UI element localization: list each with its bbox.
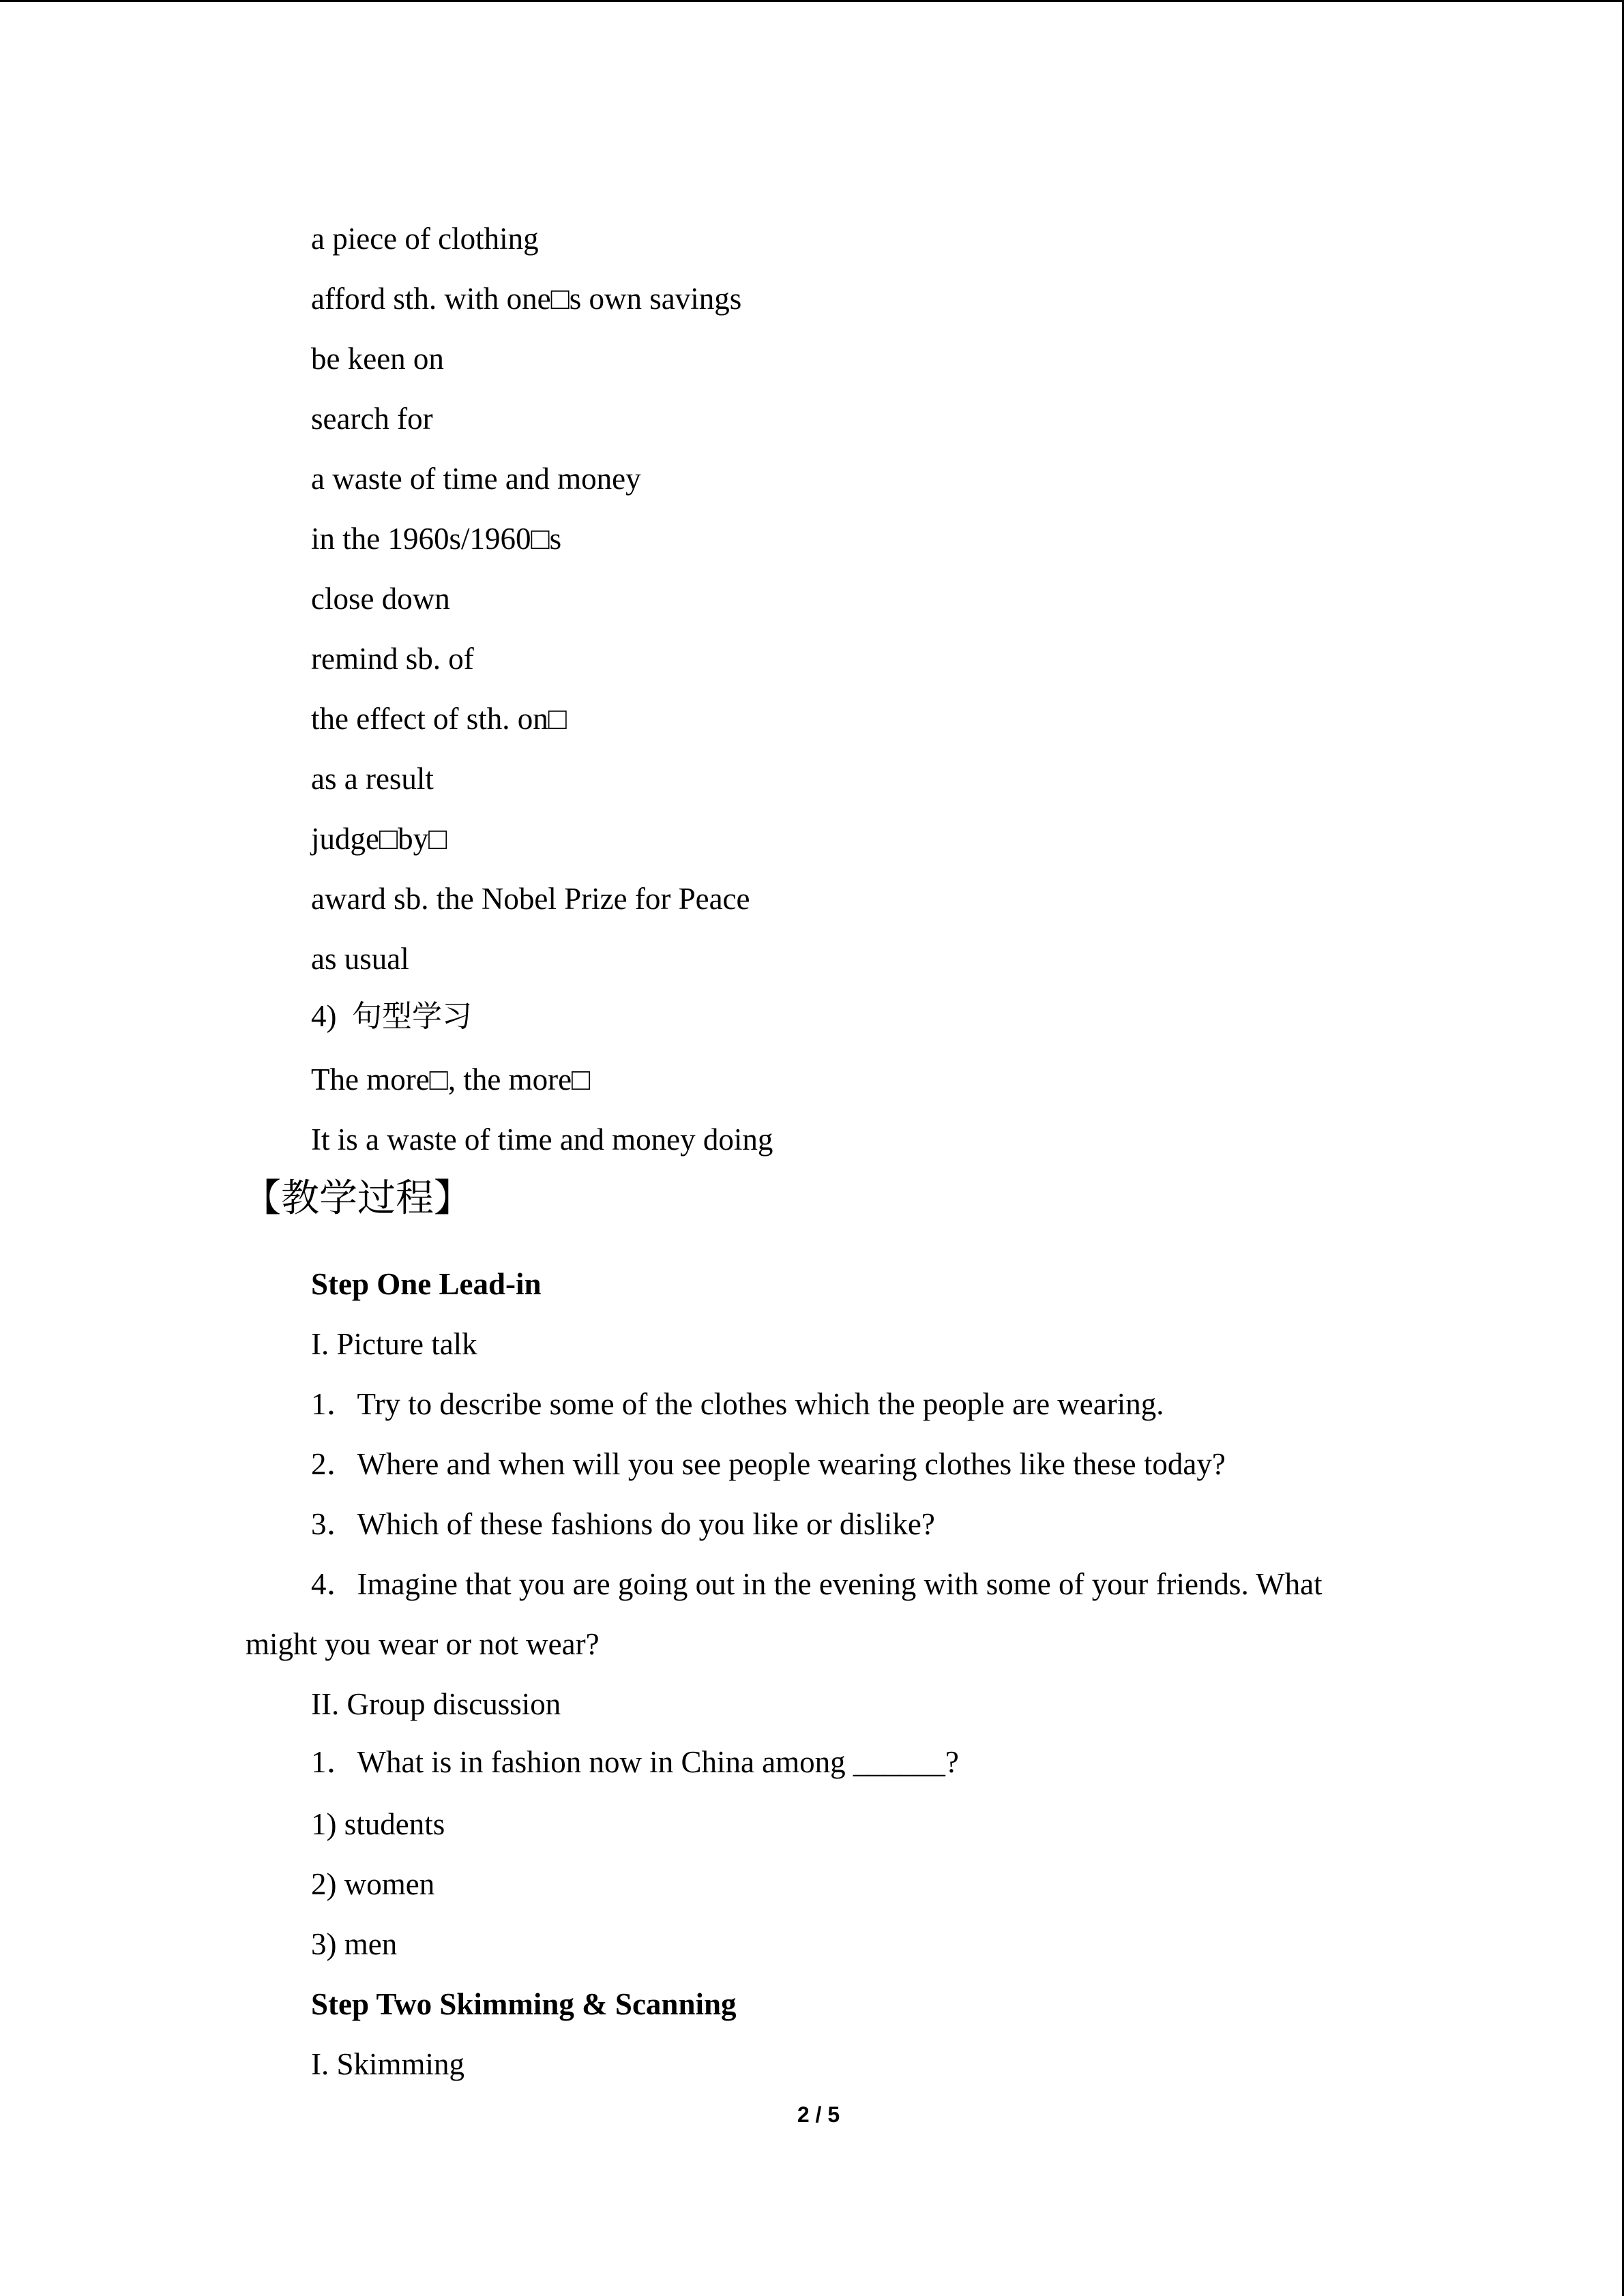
page-number: 2 / 5 [797, 2102, 840, 2127]
sentence-patterns-heading [311, 997, 472, 1036]
vocab-item: judge□by□ [311, 822, 447, 856]
question-item: 4．Imagine that you are going out in the evening with some of your friends. What [311, 1567, 1323, 1601]
vocab-item: a piece of clothing [311, 222, 539, 256]
sentence-pattern-item: It is a waste of time and money doing [311, 1122, 773, 1157]
sentence-patterns-title: 句型学习 [352, 999, 472, 1034]
vocab-item: as usual [311, 942, 409, 976]
group-item: 2) women [311, 1867, 435, 1901]
vocab-item: close down [311, 582, 450, 616]
vocab-item: award sb. the Nobel Prize for Peace [311, 882, 750, 916]
vocab-item: a waste of time and money [311, 462, 641, 496]
page-top-border [0, 0, 1624, 2]
vocab-item: in the 1960s/1960□s [311, 522, 562, 556]
teaching-process-heading: 【教学过程】 [243, 1176, 472, 1221]
question-item: 2．Where and when will you see people wearing clothes like these today? [311, 1447, 1226, 1481]
vocab-item: afford sth. with one□s own savings [311, 282, 742, 316]
step-two-title: Step Two Skimming & Scanning [311, 1987, 737, 2021]
group-item: 1) students [311, 1807, 445, 1841]
vocab-item: the effect of sth. on□ [311, 702, 567, 736]
discussion-question: 1．What is in fashion now in China among ______? [311, 1745, 959, 1779]
vocab-item: as a result [311, 762, 434, 796]
vocab-item: remind sb. of [311, 642, 474, 676]
question-item-continuation: might you wear or not wear? [246, 1627, 600, 1661]
picture-talk-title: I. Picture talk [311, 1327, 477, 1361]
sentence-pattern-item: The more□, the more□ [311, 1062, 591, 1097]
sentence-patterns-number: 4) [311, 999, 337, 1033]
vocab-item: search for [311, 402, 433, 436]
question-item: 3．Which of these fashions do you like or dislike? [311, 1507, 935, 1541]
skimming-title: I. Skimming [311, 2047, 465, 2081]
group-item: 3) men [311, 1927, 398, 1961]
step-one-title: Step One Lead-in [311, 1267, 542, 1301]
vocab-item: be keen on [311, 342, 444, 376]
question-item: 1．Try to describe some of the clothes which the people are wearing. [311, 1387, 1164, 1421]
group-discussion-title: II. Group discussion [311, 1687, 561, 1721]
